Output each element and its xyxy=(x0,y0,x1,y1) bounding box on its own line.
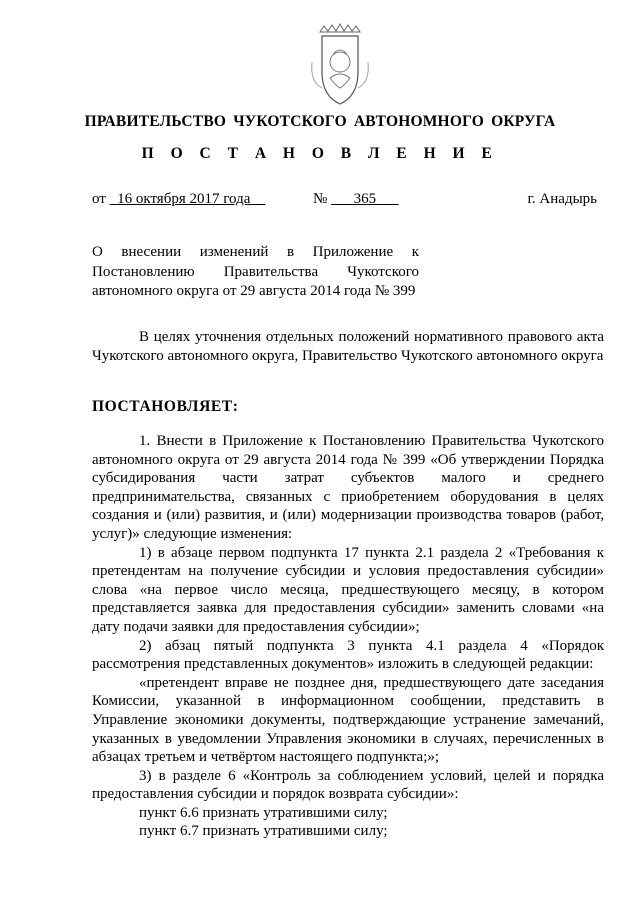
body-paragraph: пункт 6.7 признать утратившими силу; xyxy=(139,823,388,840)
date-value: 16 октября 2017 года xyxy=(117,191,251,207)
document-type-title: П О С Т А Н О В Л Е Н И Е xyxy=(141,145,499,162)
number-label: № xyxy=(313,191,328,207)
document-subject xyxy=(92,243,419,302)
date-prefix: от xyxy=(92,191,106,207)
number-value: 365 xyxy=(353,191,377,207)
decree-body xyxy=(92,432,604,841)
coat-of-arms-emblem xyxy=(300,22,380,108)
body-paragraph: «претендент вправе не позднее дня, предшествующего дате заседания Комиссии, указанной в информационном сообщении, представить в Управление экономики документы, подтверждающие устранение замечаний, указанных в уведомлении Управления экономики в случаях, перечисленных в абзацах третьем и четвёртом настоящего подпункта;»; xyxy=(92,674,604,766)
document-city: г. Анадырь xyxy=(527,191,597,207)
government-title: ПРАВИТЕЛЬСТВО ЧУКОТСКОГО АВТОНОМНОГО ОКРУГА xyxy=(84,113,556,130)
body-paragraph: 2) абзац пятый подпункта 3 пункта 4.1 раздела 4 «Порядок рассмотрения представленных документов» изложить в следующей редакции: xyxy=(92,637,604,673)
body-paragraph: 1. Внести в Приложение к Постановлению Правительства Чукотского автономного округа от 29 августа 2014 года № 399 «Об утверждении Порядка субсидирования части затрат субъектов малого и среднего предпринимательства, связанных с приобретением оборудования в целях создания и (или) развития, и (или) модернизации производства товаров (работ, услуг)» следующие изменения: xyxy=(92,433,604,542)
document-date xyxy=(92,191,265,208)
subject-line: Постановлению Правительства Чукотского xyxy=(92,263,419,280)
document-number xyxy=(313,191,399,208)
body-paragraph: 1) в абзаце первом подпункта 17 пункта 2.1 раздела 2 «Требования к претендентам на получение субсидии и условия предоставления субсидии» слова «на первое число месяца, предшествующего месяцу, в котором представляется заявка для предоставления субсидии» заменить словами «на дату подачи заявки для предоставления субсидии»; xyxy=(92,544,604,635)
subject-line: О внесении изменений в Приложение к xyxy=(92,244,419,260)
subject-line: автономного округа от 29 августа 2014 года № 399 xyxy=(92,283,416,299)
decree-heading: ПОСТАНОВЛЯЕТ: xyxy=(92,398,239,415)
preamble xyxy=(92,328,604,365)
preamble-paragraph: В целях уточнения отдельных положений нормативного правового акта Чукотского автономного округа, Правительство Чукотского автономного округа xyxy=(92,329,604,364)
body-paragraph: 3) в разделе 6 «Контроль за соблюдением условий, целей и порядка предоставления субсидии и порядок возврата субсидии»: xyxy=(92,767,604,803)
body-paragraph: пункт 6.6 признать утратившими силу; xyxy=(139,804,388,821)
